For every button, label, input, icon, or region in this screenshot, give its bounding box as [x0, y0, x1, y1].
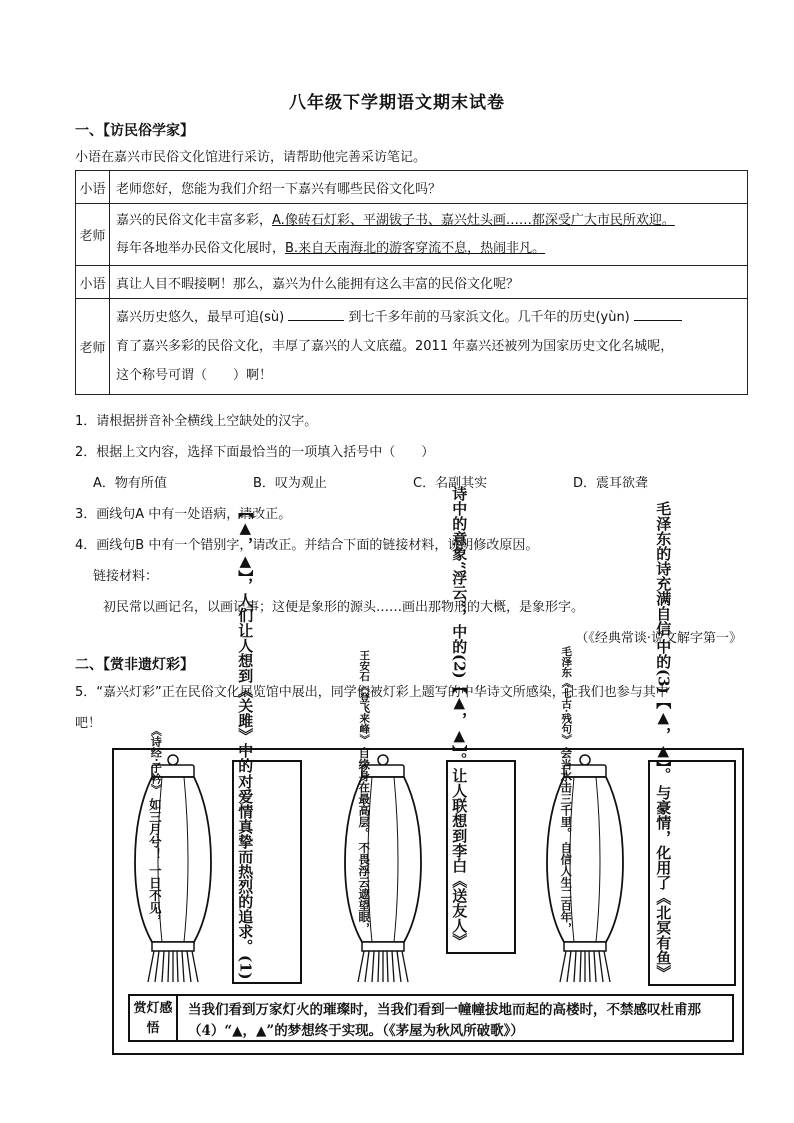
lantern3-poem: [559, 645, 574, 934]
note-line: 毛泽东的诗充满自信: [654, 500, 673, 636]
dialog-text: [110, 299, 748, 395]
note-line: 与豪情，化用了《北冥有鱼》: [654, 785, 673, 980]
question-2-options: [93, 472, 733, 491]
section1-heading: 一、【访民俗学家】: [75, 123, 194, 139]
note-line: 让人联想到李白《送友人》: [450, 768, 469, 948]
dialog-text: 真让人目不暇接啊！那么，嘉兴为什么能拥有这么丰富的民俗文化呢？: [110, 266, 748, 299]
lantern-icon: [544, 752, 626, 984]
lantern1-note: [236, 503, 255, 980]
link-material-text: 初民常以画记名，以画记事；这便是象形的源头……画出那物形的大概，是象形字。: [103, 600, 585, 615]
note-line: 对爱情真挚而热烈的追求。: [236, 774, 255, 955]
appreciation-box: [128, 994, 734, 1042]
appreciation-label: 赏灯感悟: [130, 996, 178, 1040]
lantern-icon: [342, 752, 424, 984]
answer-blank[interactable]: [634, 308, 682, 321]
question-3: 3．画线句A 中有一处语病，请改正。: [75, 507, 292, 522]
note-line: 让人想到《关雎》中的: [236, 623, 255, 774]
poem-line: 自信人生二百年，: [559, 842, 574, 934]
poem-line: 自缘身在最高层。: [357, 747, 372, 839]
lantern2-note: [450, 485, 469, 948]
question-5: 5．“嘉兴灯彩”正在民俗文化展览馆中展出，同学们被灯彩上题写的中华诗文所感染，让我们也参与其中: [75, 685, 669, 700]
poem-source: 王安石《登飞来峰》: [358, 649, 371, 744]
link-material-label: 链接材料：: [93, 569, 159, 584]
section1-intro: 小语在嘉兴市民俗文化馆进行采访，请帮助他完善采访笔记。: [75, 150, 427, 165]
dialog-text-part: 嘉兴历史悠久，最早可追(sù): [116, 310, 285, 325]
note-line: (1): [236, 955, 255, 980]
dialog-text-part: 这个称号可谓（ ）啊！: [116, 368, 273, 383]
note-line: 中的(2)【▲，▲】。: [450, 623, 469, 767]
note-line: 【▲，▲】，人们: [236, 503, 255, 623]
lantern1-poem: [147, 725, 163, 926]
option-d[interactable]: D．震耳欲聋: [573, 476, 649, 491]
speaker-label: 老师: [76, 204, 110, 266]
lantern-icon: [132, 752, 214, 984]
note-line: 诗中的意象“浮云”，: [450, 485, 469, 623]
note-line: 中的(3)【▲，▲】。: [654, 638, 673, 782]
speaker-label: 小语: [76, 266, 110, 299]
underlined-sentence-a: A.像砖石灯彩、平湖钹子书、嘉兴灶头画……都深受广大市民所欢迎。: [272, 212, 675, 228]
dialog-row: [76, 299, 748, 395]
answer-blank[interactable]: [288, 308, 344, 321]
dialog-text: [110, 204, 748, 266]
lantern2-poem: [357, 649, 372, 934]
option-b[interactable]: B．叹为观止: [253, 476, 327, 491]
dialog-text-part: 嘉兴的民俗文化丰富多彩，: [116, 212, 273, 228]
option-c[interactable]: C．名副其实: [413, 476, 488, 491]
citation: （《经典常谈·说文解字第一》: [575, 631, 742, 646]
question-2: 2．根据上文内容，选择下面最恰当的一项填入括号中（ ）: [75, 445, 435, 460]
underlined-sentence-b: B.来自天南海北的游客穿流不息，热闹非凡。: [285, 240, 546, 256]
poem-line: 一日不见，: [147, 863, 163, 926]
dialog-text-part: 育了嘉兴多彩的民俗文化，丰厚了嘉兴的人文底蕴。2011 年嘉兴还被列为国家历史文化名城呢，: [116, 339, 674, 354]
appreciation-text: 当我们看到万家灯火的璀璨时，当我们看到一幢幢拔地而起的高楼时，不禁感叹杜甫那（4）“▲，▲”的梦想终于实现。（《茅屋为秋风所破歌》）: [188, 1002, 701, 1039]
interview-table: [75, 170, 748, 395]
question-4: 4．画线句B 中有一个错别字，请改正。并结合下面的链接材料，说明修改原因。: [75, 538, 539, 553]
speaker-label: 小语: [76, 171, 110, 204]
dialog-row: [76, 171, 748, 204]
poem-source: 《诗经·子衿》: [149, 725, 163, 795]
question-1: 1．请根据拼音补全横线上空缺处的汉字。: [75, 414, 318, 429]
dialog-text-part: 每年各地举办民俗文化展时，: [116, 240, 286, 256]
speaker-label: 老师: [76, 299, 110, 395]
question-5-cont: 吧！: [75, 716, 102, 731]
poem-line: 如三月兮！: [147, 798, 163, 861]
dialog-text-part: 到七千多年前的马家浜文化。几千年的历史(yùn): [348, 310, 630, 325]
poem-line: 不畏浮云遮望眼，: [357, 842, 372, 934]
dialog-row: [76, 266, 748, 299]
dialog-row: [76, 204, 748, 266]
section2-heading: 二、【赏非遗灯彩】: [75, 657, 194, 673]
dialog-text: 老师您好，您能为我们介绍一下嘉兴有哪些民俗文化吗？: [110, 171, 748, 204]
lantern3-note: [654, 500, 673, 980]
option-a[interactable]: A．物有所值: [93, 476, 167, 491]
poem-line: 会当水击三千里。: [559, 747, 574, 839]
page-title: 八年级下学期语文期末试卷: [289, 93, 505, 113]
poem-source: 毛泽东《七古·残句》: [560, 645, 573, 744]
